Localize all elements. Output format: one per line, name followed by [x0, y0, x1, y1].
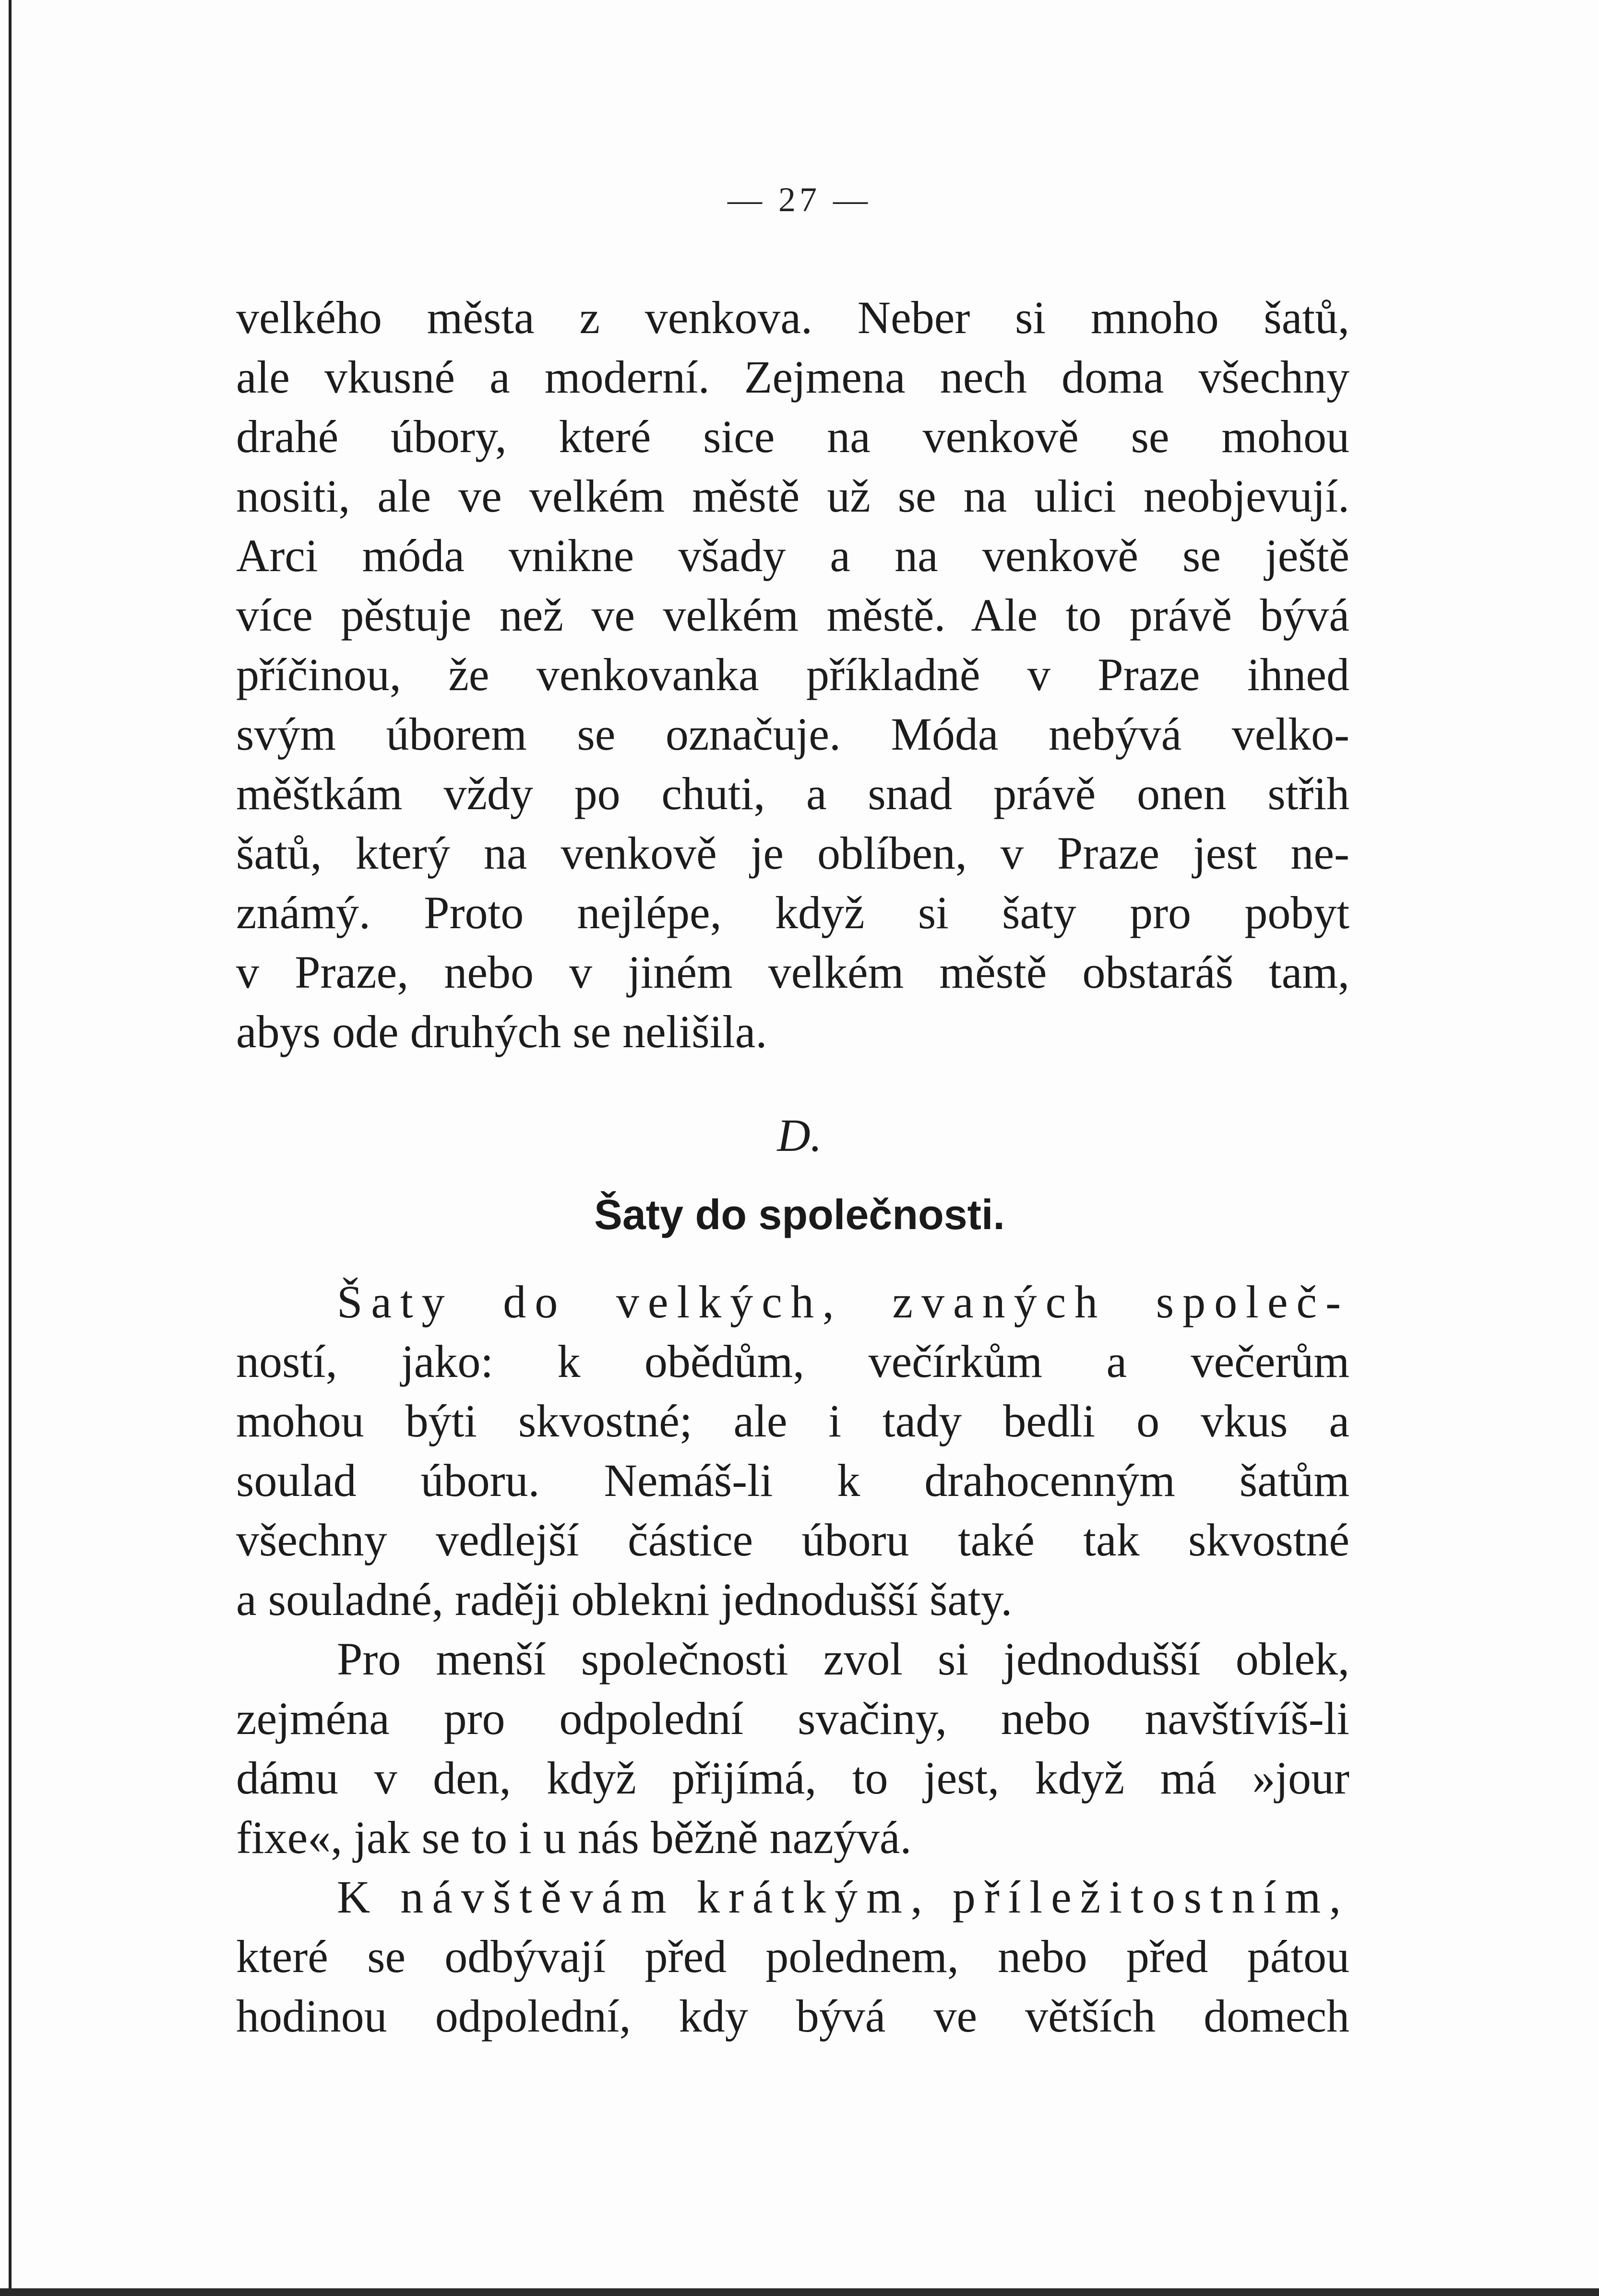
text-line: více pěstuje než ve velkém městě. Ale to právě bývá	[236, 589, 1349, 641]
text-line: nositi, ale ve velkém městě už se na ulici neobjevují.	[236, 470, 1349, 522]
section-letter: D.	[777, 1110, 822, 1161]
text-line: abys ode druhých se nelišila.	[236, 1006, 767, 1057]
text-line: které se odbývají před polednem, nebo před pátou	[236, 1931, 1349, 1982]
text-line: ností, jako: k obědům, večírkům a večerům	[236, 1336, 1349, 1387]
text-line: příčinou, že venkovanka příkladně v Praze ihned	[236, 649, 1349, 700]
text-line: Šaty do velkých, zvaných společ-	[337, 1276, 1349, 1327]
section-body	[236, 1272, 1349, 2045]
text-line: všechny vedlejší částice úboru také tak skvostné	[236, 1514, 1349, 1566]
text-line: mohou býti skvostné; ale i tady bedli o vkus a	[236, 1395, 1349, 1447]
text-line: zejména pro odpolední svačiny, nebo navštívíš-li	[236, 1693, 1349, 1744]
text-line: hodinou odpolední, kdy bývá ve větších domech	[236, 1990, 1349, 2042]
text-line: Pro menší společnosti zvol si jednodušší oblek,	[337, 1633, 1349, 1685]
section-title: Šaty do společnosti.	[594, 1191, 1005, 1238]
page-bottom-edge	[0, 2288, 1599, 2296]
text-line: dámu v den, když přijímá, to jest, když má »jour	[236, 1752, 1349, 1804]
text-line: měštkám vždy po chuti, a snad právě onen střih	[236, 768, 1349, 819]
text-line: svým úborem se označuje. Móda nebývá velko-	[236, 708, 1349, 760]
text-line: v Praze, nebo v jiném velkém městě obstaráš tam,	[236, 946, 1349, 998]
text-line: šatů, který na venkově je oblíben, v Praze jest ne-	[236, 827, 1349, 879]
text-line: velkého města z venkova. Neber si mnoho šatů,	[236, 292, 1349, 343]
text-line: ale vkusné a moderní. Zejmena nech doma všechny	[236, 351, 1349, 403]
text-line: známý. Proto nejlépe, když si šaty pro pobyt	[236, 887, 1349, 938]
page-number: — 27 —	[728, 180, 871, 219]
text-line: K návštěvám krátkým, příležitostním,	[337, 1871, 1349, 1923]
text-line: drahé úbory, které sice na venkově se mohou	[236, 411, 1349, 462]
paragraph-1	[236, 288, 1349, 1062]
text-line: fixe«, jak se to i u nás běžně nazývá.	[236, 1812, 912, 1863]
text-line: soulad úboru. Nemáš-li k drahocenným šatům	[236, 1455, 1349, 1506]
text-line: Arci móda vnikne všady a na venkově se ještě	[236, 530, 1349, 581]
text-line: a souladné, raději oblekni jednodušší šaty.	[236, 1574, 1013, 1625]
